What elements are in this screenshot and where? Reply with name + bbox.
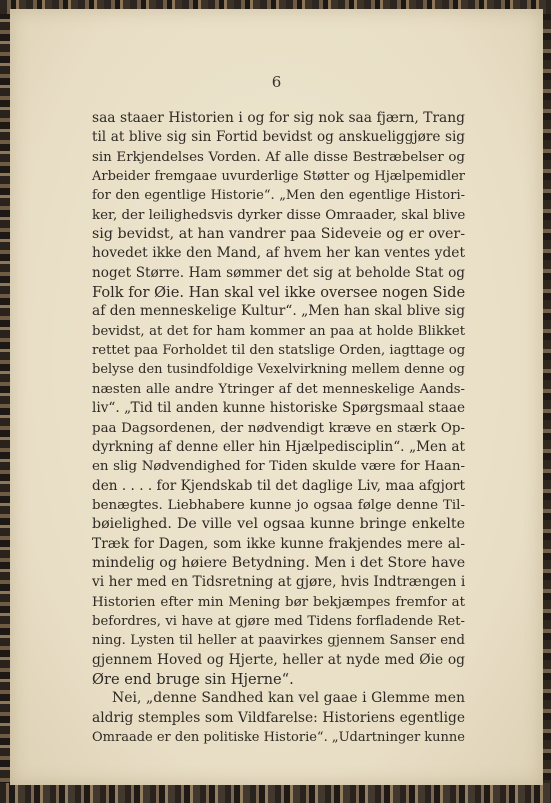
text-line: af den menneskelige Kultur“. „Men han skal blive sig	[92, 303, 466, 320]
text-line: vi her med en Tidsretning at gjøre, hvis Indtrængen i	[92, 574, 466, 591]
text-line: belyse den tusindfoldige Vexelvirkning mellem denne og	[92, 362, 465, 378]
text-line: paa Dagsordenen, der nødvendigt kræve en stærk Op-	[92, 420, 465, 436]
cover-edge-bottom	[0, 783, 551, 803]
text-line: dyrkning af denne eller hin Hjælpedisciplin“. „Men at	[92, 438, 465, 455]
body-text	[92, 109, 465, 747]
text-line: rettet paa Forholdet til den statslige Orden, iagttage og	[92, 343, 466, 359]
text-line: befordres, vi have at gjøre med Tidens forfladende Ret-	[92, 613, 465, 629]
paragraph-end-line: Øre end bruge sin Hjerne“.	[92, 670, 294, 688]
text-line: hovedet ikke den Mand, af hvem her kan ventes ydet	[92, 245, 465, 262]
text-line: Omraade er den politiske Historie“. „Udartninger kunne	[92, 730, 465, 745]
text-line: for den egentlige Historie“. „Men den egentlige Histori-	[92, 188, 465, 204]
text-line: ker, der leilighedsvis dyrker disse Omraader, skal blive	[92, 207, 466, 223]
text-line: næsten alle andre Ytringer af det menneskelige Aands-	[92, 381, 465, 397]
text-line: Folk for Øie. Han skal vel ikke oversee nogen Side	[92, 284, 466, 302]
text-line: bevidst, at det for ham kommer an paa at holde Blikket	[92, 323, 465, 339]
text-line: ning. Lysten til heller at paavirkes gjennem Sanser end	[92, 633, 465, 649]
text-line: gjennem Hoved og Hjerte, heller at nyde med Øie og	[92, 651, 465, 668]
text-line: aldrig stemples som Vildfarelse: Historiens egentlige	[92, 709, 465, 726]
book-page	[10, 9, 543, 785]
text-line: til at blive sig sin Fortid bevidst og anskueliggjøre sig	[92, 129, 465, 146]
text-line: sin Erkjendelses Vorden. Af alle disse Bestræbelser og	[92, 149, 465, 165]
text-line: liv“. „Tid til anden kunne historiske Spørgsmaal staae	[92, 400, 465, 417]
paragraph-start-line: Nei, „denne Sandhed kan vel gaae i Glemme men	[112, 690, 465, 707]
text-line: benægtes. Liebhabere kunne jo ogsaa følge denne Til-	[92, 497, 465, 513]
text-line: mindelig og høiere Betydning. Men i det Store have	[92, 554, 466, 571]
text-line: sig bevidst, at han vandrer paa Sideveie og er over-	[92, 226, 465, 243]
text-line: bøielighed. De ville vel ogsaa kunne bringe enkelte	[92, 516, 465, 533]
text-line: den . . . . for Kjendskab til det daglige Liv, maa afgjort	[92, 477, 465, 494]
cover-edge-right	[543, 0, 551, 803]
text-line: Træk for Dagen, som ikke kunne frakjendes mere al-	[92, 535, 465, 552]
text-line: en slig Nødvendighed for Tiden skulde være for Haan-	[92, 459, 465, 475]
page-number: 6	[271, 73, 282, 91]
text-line: noget Større. Ham sømmer det sig at beholde Stat og	[92, 264, 465, 281]
text-line: Arbeider fremgaae uvurderlige Støtter og Hjælpemidler	[92, 169, 465, 185]
cover-edge-left	[0, 0, 10, 803]
text-line: saa staaer Historien i og for sig nok saa fjærn, Trang	[92, 110, 465, 126]
text-line: Historien efter min Mening bør bekjæmpes fremfor at	[92, 594, 465, 610]
